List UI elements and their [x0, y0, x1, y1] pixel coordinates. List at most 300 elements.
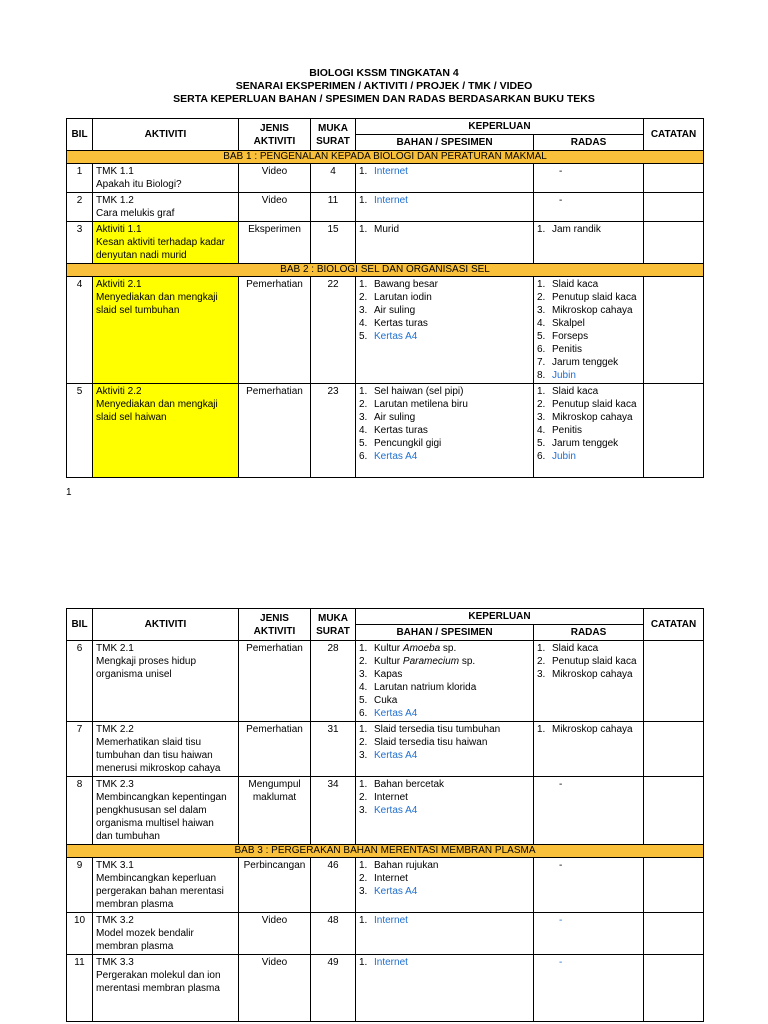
- row-bil: 8: [67, 777, 93, 845]
- aktiviti-line: TMK 1.2: [96, 195, 134, 206]
- row-bahan: [356, 277, 534, 384]
- bahan-item: [359, 398, 530, 411]
- radas-text: Penutup slaid kaca: [552, 292, 637, 303]
- bahan-text: Kertas A4: [374, 708, 418, 719]
- row-bil: 11: [67, 955, 93, 1022]
- aktiviti-line: denyutan nadi murid: [96, 250, 187, 261]
- aktiviti-line: merentasi membran plasma: [96, 983, 220, 994]
- row-jenis-aktiviti: Perbincangan: [239, 858, 311, 913]
- bahan-text: Bahan bercetak: [374, 779, 445, 790]
- row-radas: [534, 641, 644, 722]
- bahan-text: Kultur: [374, 656, 401, 667]
- list-number: 3.: [537, 412, 546, 423]
- radas-none: -: [559, 779, 563, 790]
- list-number: 6.: [537, 344, 546, 355]
- list-number: 1.: [537, 643, 546, 654]
- row-muka-surat: 49: [311, 955, 356, 1022]
- list-number: 5.: [537, 331, 546, 342]
- list-number: 8.: [537, 370, 546, 381]
- row-radas: [534, 858, 644, 913]
- chapter-row: [67, 151, 704, 164]
- list-number: 1.: [537, 724, 546, 735]
- row-bil: 6: [67, 641, 93, 722]
- radas-item: [537, 356, 640, 369]
- bahan-item: [359, 694, 530, 707]
- aktiviti-line: TMK 1.1: [96, 166, 134, 177]
- activity-table-page-1: [66, 118, 704, 478]
- row-radas: [534, 277, 644, 384]
- list-number: 1.: [359, 915, 368, 926]
- header-radas: RADAS: [534, 135, 644, 151]
- aktiviti-line: Menyediakan dan mengkaji: [96, 399, 218, 410]
- row-radas: [534, 722, 644, 777]
- list-number: 6.: [537, 451, 546, 462]
- radas-text: Mikroskop cahaya: [552, 412, 633, 423]
- row-aktiviti: [93, 384, 239, 478]
- bahan-text: Cuka: [374, 695, 398, 706]
- bahan-suffix: sp.: [440, 643, 457, 654]
- list-number: 1.: [537, 279, 546, 290]
- radas-text: Jubin: [552, 451, 576, 462]
- radas-text: Mikroskop cahaya: [552, 724, 633, 735]
- radas-item: [537, 304, 640, 317]
- bahan-text: Kertas A4: [374, 886, 418, 897]
- bahan-item: [359, 437, 530, 450]
- table-row: [67, 722, 704, 777]
- header-muka-surat: MUKA SURAT: [311, 609, 356, 641]
- row-jenis-aktiviti: Video: [239, 913, 311, 955]
- header-radas: RADAS: [534, 625, 644, 641]
- bahan-text: Kapas: [374, 669, 403, 680]
- aktiviti-line: Mengkaji proses hidup: [96, 656, 197, 667]
- radas-item: [537, 668, 640, 681]
- bahan-item: [359, 450, 530, 463]
- row-aktiviti: [93, 641, 239, 722]
- aktiviti-line: organisma unisel: [96, 669, 172, 680]
- radas-text: Penutup slaid kaca: [552, 656, 637, 667]
- aktiviti-line: Menyediakan dan mengkaji: [96, 292, 218, 303]
- bahan-text: Larutan metilena biru: [374, 399, 468, 410]
- radas-text: Jarum tenggek: [552, 438, 619, 449]
- bahan-species-name: Amoeba: [402, 643, 441, 654]
- page-number: 1: [66, 487, 72, 498]
- table-row: [67, 222, 704, 264]
- row-jenis-aktiviti: Video: [239, 955, 311, 1022]
- bahan-item: [359, 194, 530, 207]
- row-radas: [534, 164, 644, 193]
- row-jenis-aktiviti: Video: [239, 164, 311, 193]
- list-number: 2.: [359, 792, 368, 803]
- radas-item: [537, 398, 640, 411]
- bahan-text: Kertas A4: [374, 451, 418, 462]
- bahan-text: Internet: [374, 195, 408, 206]
- chapter-title: BAB 2 : BIOLOGI SEL DAN ORGANISASI SEL: [67, 264, 704, 277]
- row-jenis-aktiviti: Video: [239, 193, 311, 222]
- bahan-item: [359, 655, 530, 668]
- row-jenis-aktiviti: Pemerhatian: [239, 384, 311, 478]
- aktiviti-line: pergerakan bahan merentasi: [96, 886, 224, 897]
- bahan-item: [359, 304, 530, 317]
- bahan-item: [359, 424, 530, 437]
- list-number: 3.: [537, 305, 546, 316]
- row-aktiviti: [93, 277, 239, 384]
- row-catatan: [644, 955, 704, 1022]
- aktiviti-line: membran plasma: [96, 941, 174, 952]
- list-number: 3.: [359, 750, 368, 761]
- radas-text: Penitis: [552, 344, 583, 355]
- list-number: 2.: [537, 656, 546, 667]
- bahan-item: [359, 749, 530, 762]
- header-aktiviti: AKTIVITI: [93, 119, 239, 151]
- row-muka-surat: 31: [311, 722, 356, 777]
- row-catatan: [644, 858, 704, 913]
- radas-item: [537, 424, 640, 437]
- table-row: [67, 858, 704, 913]
- bahan-item: [359, 956, 530, 969]
- bahan-item: [359, 778, 530, 791]
- aktiviti-line: TMK 3.3: [96, 957, 134, 968]
- radas-none: -: [559, 860, 563, 871]
- row-catatan: [644, 722, 704, 777]
- bahan-text: Slaid tersedia tisu tumbuhan: [374, 724, 501, 735]
- aktiviti-line: membran plasma: [96, 899, 174, 910]
- list-number: 1.: [359, 643, 368, 654]
- row-bahan: [356, 858, 534, 913]
- bahan-item: [359, 804, 530, 817]
- list-number: 3.: [359, 412, 368, 423]
- list-number: 6.: [359, 708, 368, 719]
- aktiviti-line: slaid sel tumbuhan: [96, 305, 180, 316]
- row-catatan: [644, 277, 704, 384]
- row-bil: 1: [67, 164, 93, 193]
- row-bahan: [356, 222, 534, 264]
- bahan-item: [359, 707, 530, 720]
- row-catatan: [644, 641, 704, 722]
- bahan-text: Slaid tersedia tisu haiwan: [374, 737, 488, 748]
- radas-item: [537, 278, 640, 291]
- row-bil: 7: [67, 722, 93, 777]
- radas-none: -: [559, 195, 563, 206]
- row-muka-surat: 23: [311, 384, 356, 478]
- bahan-text: Bahan rujukan: [374, 860, 439, 871]
- bahan-suffix: sp.: [459, 656, 476, 667]
- list-number: 2.: [359, 737, 368, 748]
- bahan-text: Internet: [374, 915, 408, 926]
- row-catatan: [644, 164, 704, 193]
- aktiviti-line: Aktiviti 1.1: [96, 224, 142, 235]
- list-number: 2.: [359, 292, 368, 303]
- aktiviti-line: Membincangkan keperluan: [96, 873, 217, 884]
- row-aktiviti: [93, 222, 239, 264]
- row-radas: [534, 955, 644, 1022]
- row-aktiviti: [93, 164, 239, 193]
- bahan-item: [359, 411, 530, 424]
- row-jenis-aktiviti: Pemerhatian: [239, 277, 311, 384]
- radas-text: Mikroskop cahaya: [552, 305, 633, 316]
- header-bahan-spesimen: BAHAN / SPESIMEN: [356, 135, 534, 151]
- row-jenis-aktiviti: Pemerhatian: [239, 722, 311, 777]
- row-catatan: [644, 913, 704, 955]
- aktiviti-line: dan tumbuhan: [96, 831, 160, 842]
- list-number: 4.: [537, 425, 546, 436]
- radas-text: Mikroskop cahaya: [552, 669, 633, 680]
- bahan-item: [359, 872, 530, 885]
- radas-item: [537, 369, 640, 382]
- bahan-item: [359, 291, 530, 304]
- list-number: 2.: [537, 292, 546, 303]
- row-muka-surat: 15: [311, 222, 356, 264]
- radas-item: [537, 317, 640, 330]
- radas-text: Jarum tenggek: [552, 357, 619, 368]
- row-catatan: [644, 222, 704, 264]
- aktiviti-line: Membincangkan kepentingan: [96, 792, 227, 803]
- bahan-text: Kertas A4: [374, 331, 418, 342]
- doc-title-line-2: SENARAI EKSPERIMEN / AKTIVITI / PROJEK / TMK / VIDEO: [235, 80, 533, 92]
- row-bahan: [356, 384, 534, 478]
- doc-title-line-1: BIOLOGI KSSM TINGKATAN 4: [309, 67, 459, 79]
- bahan-item: [359, 723, 530, 736]
- bahan-item: [359, 642, 530, 655]
- row-bahan: [356, 955, 534, 1022]
- table-row: [67, 164, 704, 193]
- header-bahan-spesimen: BAHAN / SPESIMEN: [356, 625, 534, 641]
- bahan-text: Kertas turas: [374, 425, 428, 436]
- row-radas: [534, 777, 644, 845]
- aktiviti-line: Pergerakan molekul dan ion: [96, 970, 221, 981]
- radas-none: -: [559, 166, 563, 177]
- aktiviti-line: TMK 2.1: [96, 643, 134, 654]
- list-number: 3.: [359, 305, 368, 316]
- bahan-text: Larutan iodin: [374, 292, 432, 303]
- row-radas: [534, 222, 644, 264]
- aktiviti-line: TMK 2.2: [96, 724, 134, 735]
- header-muka-surat: MUKA SURAT: [311, 119, 356, 151]
- row-aktiviti: [93, 913, 239, 955]
- aktiviti-line: Memerhatikan slaid tisu: [96, 737, 202, 748]
- bahan-item: [359, 791, 530, 804]
- bahan-text: Larutan natrium klorida: [374, 682, 477, 693]
- list-number: 5.: [359, 331, 368, 342]
- radas-item: [537, 411, 640, 424]
- aktiviti-line: pengkhususan sel dalam: [96, 805, 207, 816]
- list-number: 1.: [359, 279, 368, 290]
- list-number: 2.: [359, 399, 368, 410]
- row-aktiviti: [93, 858, 239, 913]
- bahan-text: Kertas turas: [374, 318, 428, 329]
- bahan-item: [359, 330, 530, 343]
- list-number: 3.: [359, 669, 368, 680]
- bahan-text: Kertas A4: [374, 750, 418, 761]
- activity-table-page-2: [66, 608, 704, 1022]
- row-radas: [534, 193, 644, 222]
- row-bil: 9: [67, 858, 93, 913]
- bahan-text: Air suling: [374, 305, 416, 316]
- bahan-text: Sel haiwan (sel pipi): [374, 386, 464, 397]
- bahan-item: [359, 278, 530, 291]
- radas-text: Forseps: [552, 331, 589, 342]
- header-keperluan: KEPERLUAN: [356, 119, 644, 135]
- list-number: 2.: [537, 399, 546, 410]
- bahan-text: Pencungkil gigi: [374, 438, 442, 449]
- table-row: [67, 641, 704, 722]
- radas-item: [537, 450, 640, 463]
- radas-item: [537, 655, 640, 668]
- bahan-text: Internet: [374, 873, 408, 884]
- list-number: 5.: [537, 438, 546, 449]
- bahan-text: Internet: [374, 166, 408, 177]
- bahan-text: Bawang besar: [374, 279, 438, 290]
- aktiviti-line: Aktiviti 2.1: [96, 279, 142, 290]
- list-number: 1.: [359, 166, 368, 177]
- header-jenis-aktiviti: JENIS AKTIVITI: [239, 609, 311, 641]
- list-number: 1.: [537, 386, 546, 397]
- bahan-item: [359, 914, 530, 927]
- bahan-item: [359, 385, 530, 398]
- list-number: 2.: [359, 656, 368, 667]
- bahan-item: [359, 885, 530, 898]
- row-jenis-aktiviti: Mengumpul maklumat: [239, 777, 311, 845]
- radas-text: Slaid kaca: [552, 386, 599, 397]
- row-jenis-aktiviti: Pemerhatian: [239, 641, 311, 722]
- header-bil: BIL: [67, 119, 93, 151]
- row-bil: 2: [67, 193, 93, 222]
- radas-text: Penutup slaid kaca: [552, 399, 637, 410]
- row-bil: 10: [67, 913, 93, 955]
- radas-none: -: [559, 957, 563, 968]
- bahan-text: Kultur: [374, 643, 401, 654]
- row-muka-surat: 22: [311, 277, 356, 384]
- row-bil: 3: [67, 222, 93, 264]
- list-number: 4.: [359, 425, 368, 436]
- row-aktiviti: [93, 777, 239, 845]
- aktiviti-line: TMK 3.2: [96, 915, 134, 926]
- chapter-row: [67, 264, 704, 277]
- row-muka-surat: 11: [311, 193, 356, 222]
- radas-text: Skalpel: [552, 318, 585, 329]
- list-number: 1.: [359, 224, 368, 235]
- row-jenis-aktiviti: Eksperimen: [239, 222, 311, 264]
- row-bahan: [356, 722, 534, 777]
- bahan-item: [359, 223, 530, 236]
- row-aktiviti: [93, 193, 239, 222]
- list-number: 1.: [359, 860, 368, 871]
- list-number: 4.: [359, 682, 368, 693]
- list-number: 1.: [359, 957, 368, 968]
- bahan-text: Murid: [374, 224, 400, 235]
- list-number: 1.: [359, 779, 368, 790]
- radas-item: [537, 343, 640, 356]
- list-number: 1.: [359, 195, 368, 206]
- aktiviti-line: Model mozek bendalir: [96, 928, 194, 939]
- row-bahan: [356, 641, 534, 722]
- radas-item: [537, 723, 640, 736]
- radas-item: [537, 291, 640, 304]
- row-aktiviti: [93, 722, 239, 777]
- row-radas: [534, 913, 644, 955]
- table-row: [67, 277, 704, 384]
- aktiviti-line: Apakah itu Biologi?: [96, 179, 182, 190]
- radas-none: -: [559, 915, 563, 926]
- bahan-item: [359, 668, 530, 681]
- doc-title-line-3: SERTA KEPERLUAN BAHAN / SPESIMEN DAN RADAS BERDASARKAN BUKU TEKS: [173, 93, 595, 105]
- row-muka-surat: 48: [311, 913, 356, 955]
- radas-item: [537, 642, 640, 655]
- aktiviti-line: Aktiviti 2.2: [96, 386, 142, 397]
- list-number: 4.: [537, 318, 546, 329]
- list-number: 3.: [359, 805, 368, 816]
- list-number: 1.: [537, 224, 546, 235]
- header-aktiviti: AKTIVITI: [93, 609, 239, 641]
- aktiviti-line: TMK 2.3: [96, 779, 134, 790]
- table-row: [67, 193, 704, 222]
- bahan-item: [359, 317, 530, 330]
- radas-text: Jubin: [552, 370, 576, 381]
- list-number: 5.: [359, 695, 368, 706]
- aktiviti-line: Kesan aktiviti terhadap kadar: [96, 237, 225, 248]
- bahan-item: [359, 736, 530, 749]
- aktiviti-line: organisma multisel haiwan: [96, 818, 214, 829]
- list-number: 4.: [359, 318, 368, 329]
- row-muka-surat: 28: [311, 641, 356, 722]
- row-muka-surat: 4: [311, 164, 356, 193]
- radas-item: [537, 385, 640, 398]
- bahan-item: [359, 681, 530, 694]
- table-row: [67, 384, 704, 478]
- list-number: 5.: [359, 438, 368, 449]
- row-bahan: [356, 193, 534, 222]
- radas-text: Penitis: [552, 425, 583, 436]
- row-radas: [534, 384, 644, 478]
- bahan-text: Air suling: [374, 412, 416, 423]
- aktiviti-line: TMK 3.1: [96, 860, 134, 871]
- table-row: [67, 777, 704, 845]
- row-catatan: [644, 384, 704, 478]
- list-number: 1.: [359, 386, 368, 397]
- aktiviti-line: tumbuhan dan tisu haiwan: [96, 750, 213, 761]
- row-catatan: [644, 777, 704, 845]
- header-jenis-aktiviti: JENIS AKTIVITI: [239, 119, 311, 151]
- aktiviti-line: slaid sel haiwan: [96, 412, 167, 423]
- radas-text: Jam randik: [552, 224, 601, 235]
- row-bil: 5: [67, 384, 93, 478]
- chapter-title: BAB 1 : PENGENALAN KEPADA BIOLOGI DAN PERATURAN MAKMAL: [67, 151, 704, 164]
- row-catatan: [644, 193, 704, 222]
- chapter-title: BAB 3 : PERGERAKAN BAHAN MERENTASI MEMBRAN PLASMA: [67, 845, 704, 858]
- header-catatan: CATATAN: [644, 119, 704, 151]
- header-catatan: CATATAN: [644, 609, 704, 641]
- radas-text: Slaid kaca: [552, 643, 599, 654]
- row-bahan: [356, 913, 534, 955]
- bahan-item: [359, 859, 530, 872]
- chapter-row: [67, 845, 704, 858]
- list-number: 6.: [359, 451, 368, 462]
- radas-item: [537, 437, 640, 450]
- row-bahan: [356, 777, 534, 845]
- row-bahan: [356, 164, 534, 193]
- bahan-text: Internet: [374, 792, 408, 803]
- aktiviti-line: menerusi mikroskop cahaya: [96, 763, 221, 774]
- radas-item: [537, 330, 640, 343]
- row-bil: 4: [67, 277, 93, 384]
- radas-text: Slaid kaca: [552, 279, 599, 290]
- row-muka-surat: 46: [311, 858, 356, 913]
- list-number: 3.: [537, 669, 546, 680]
- row-aktiviti: [93, 955, 239, 1022]
- list-number: 1.: [359, 724, 368, 735]
- row-muka-surat: 34: [311, 777, 356, 845]
- bahan-species-name: Paramecium: [402, 656, 460, 667]
- table-row: [67, 955, 704, 1022]
